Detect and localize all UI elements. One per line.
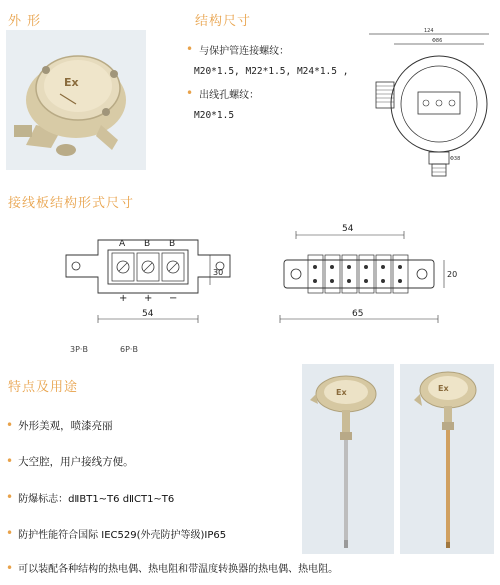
caption-6pb: 6P·B	[120, 345, 138, 354]
ex-mark: Ex	[438, 384, 449, 393]
spec-value: M20*1.5, M22*1.5, M24*1.5 ,	[194, 66, 349, 77]
feature-item	[6, 560, 496, 575]
features-heading: 特点及用途	[8, 380, 79, 395]
width-dim: 54	[142, 309, 154, 319]
height-dim: 30	[213, 268, 224, 277]
spec-label: 与保护管连接螺纹：	[199, 45, 290, 57]
terminal-heading: 接线板结构形式尺寸	[8, 196, 135, 211]
feature-text: 防爆标志：dⅡBT1~T6 dⅡCT1~T6	[18, 493, 175, 505]
dim-38: Φ38	[450, 156, 461, 162]
caption-3pb: 3P·B	[70, 345, 88, 354]
feature-text: 可以装配各种结构的热电偶、热电阻和带温度转换器的热电偶、热电阻。	[18, 564, 339, 575]
feature-item	[6, 454, 306, 468]
feature-item	[6, 490, 306, 504]
features-list	[6, 418, 306, 540]
feature-text: 外形美观，喷漆亮丽	[18, 419, 113, 432]
feature-text: 大空腔，用户接线方便。	[18, 455, 134, 468]
terminal-label-a: A	[119, 239, 126, 249]
spec-label: 出线孔螺纹：	[199, 89, 260, 101]
technical-drawing	[354, 24, 494, 184]
bottom-dim: 65	[352, 309, 364, 319]
spec-item	[186, 42, 366, 56]
thermocouple-photo-1	[302, 364, 394, 554]
feature-text: 防护性能符合国际 IEC529(外壳防护等级)IP65	[18, 529, 227, 541]
dim-124: 124	[424, 28, 434, 34]
appearance-heading: 外 形	[8, 14, 42, 29]
bullet-icon: •	[186, 42, 194, 56]
dimensions-heading: 结构尺寸	[195, 14, 252, 29]
spec-item	[186, 86, 366, 100]
terminal-board-6p	[268, 215, 458, 335]
bullet-icon: •	[186, 86, 194, 100]
bullet-icon: •	[6, 526, 14, 540]
ex-mark: Ex	[64, 76, 79, 89]
top-dim: 54	[342, 224, 354, 234]
feature-item	[6, 526, 306, 540]
thermocouple-photo-2	[400, 364, 494, 554]
feature-item	[6, 418, 306, 432]
bullet-icon: •	[6, 418, 14, 432]
dim-86: Φ86	[432, 38, 443, 44]
height-dim: 20	[447, 270, 458, 279]
terminal-label-b2: B	[169, 239, 176, 249]
bullet-icon: •	[6, 560, 14, 575]
spec-value: M20*1.5	[194, 110, 235, 121]
bullet-icon: •	[6, 490, 14, 504]
dimensions-list	[186, 42, 366, 124]
terminal-sign-2: +	[144, 293, 153, 304]
bullet-icon: •	[6, 454, 14, 468]
ex-mark: Ex	[336, 388, 347, 397]
terminal-sign-3: −	[169, 293, 178, 304]
junction-box-photo	[6, 30, 146, 170]
terminal-board-3p	[58, 215, 238, 335]
terminal-label-b1: B	[144, 239, 151, 249]
terminal-sign-1: +	[119, 293, 128, 304]
